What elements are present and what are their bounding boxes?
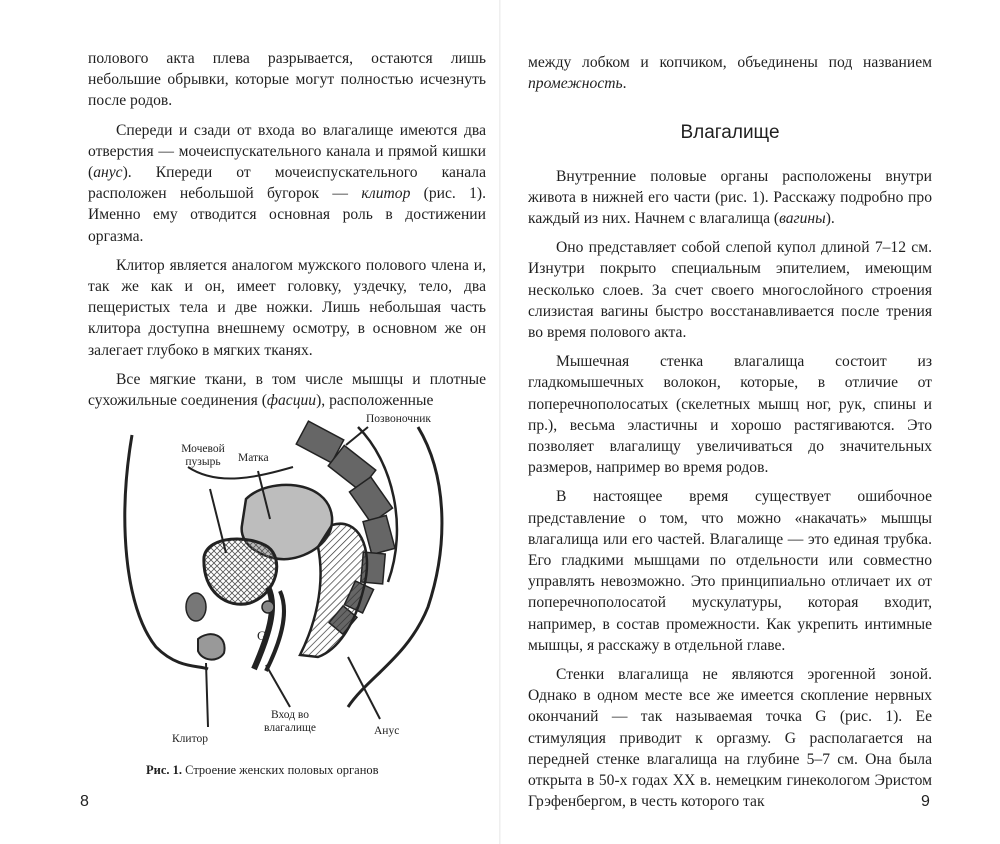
right-text-column [528,52,932,813]
label-entrance: Вход во влагалище [264,709,316,734]
label-anus: Анус [374,725,400,737]
left-paragraph-2: Спереди и сзади от входа во влагалище имеются два отверстия — мочеиспускательного канала и прямой кишки (анус). Кпереди от мочеиспускательного канала расположен небольшой бугорок — клитор (рис. 1). Именно ему отводится основная роль в достижении оргазма. [88,121,487,245]
right-paragraph-4: В настоящее время существует ошибочное представление о том, что можно «накачать» мышцы влагалища или его частей. Влагалище — это единая трубка. Его гладкими мышцами по отдельности или совместно управлять невозможно. Это принципиально отличает их от поперечнополосатой мускулатуры, которая входит, например, в состав промежности. Как укрепить интимные мышцы, я расскажу в отдельной главе. [528,488,932,654]
right-paragraph-3: Мышечная стенка влагалища состоит из гладкомышечных волокон, которые, в отличие от поперечнополосатых (скелетных мышц ног, рук, спины и пр.), весьма эластичны и хорошо растягиваются. Это позволяет влагалищу увеличиваться до значительных размеров, например во время родов. [528,353,932,477]
label-spine: Позвоночник [366,413,431,425]
section-heading: Влагалище [680,122,780,144]
label-g: G [257,628,267,643]
left-paragraph-1: полового акта плева разрывается, остаются лишь небольшие обрывки, которые могут полностью исчезнуть после родов. [88,50,486,110]
bladder-shape [204,539,277,604]
page-number-left: 8 [80,793,89,810]
label-uterus: Матка [238,452,269,464]
right-intro-paragraph: между лобком и копчиком, объединены под названием промежность. [528,54,932,93]
g-spot-shape [262,601,274,613]
left-text-column [88,48,486,411]
term-vaginy: вагины [779,210,826,228]
term-anus: анус [93,164,123,182]
anatomy-figure [118,407,498,757]
clitoris-shape [198,634,225,659]
right-paragraph-1: Внутренние половые органы расположены внутри живота в нижней его части (рис. 1). Расскажу подробно про каждый из них. Начнем с влагалища (вагины). [528,167,932,228]
left-paragraph-4: Все мягкие ткани, в том числе мышцы и плотные сухожильные соединения (фасции), расположенные [88,370,486,410]
term-promezhnost: промежность [528,75,623,93]
label-clitoris: Клитор [172,733,208,745]
right-page [500,0,1000,844]
figure-caption: Рис. 1. Строение женских половых органов [146,763,379,777]
right-paragraph-5: Стенки влагалища не являются эрогенной зоной. Однако в одном месте все же имеется скопление нервных окончаний — так называемая точка G (рис. 1). Ее стимуляция приводит к оргазму. G располагается на передней стенке влагалища на глубине 5–7 см. Она была открыта в 50-х годах XX в. немецким гинекологом Эристом Грэфенбергом, в честь которого так [528,666,932,811]
term-fascii: фасции [266,392,317,410]
term-clitor: клитор [361,185,411,203]
label-bladder: Мочевой пузырь [181,443,225,468]
left-paragraph-3: Клитор является аналогом мужского полового члена и, так же как и он, имеет головку, уздечку, тело, два пещеристых тела и две ножки. Лишь небольшая часть клитора доступна внешнему осмотру, в основном же он залегает глубоко в мягких тканях. [88,256,486,359]
page-number-right: 9 [921,793,930,810]
right-paragraph-2: Оно представляет собой слепой купол длиной 7–12 см. Изнутри покрыто специальным эпителием, имеющим несколько слоев. За счет своего многослойного строения слизистая вагины быстро восстанавливается после трения во время полового акта. [528,239,932,342]
